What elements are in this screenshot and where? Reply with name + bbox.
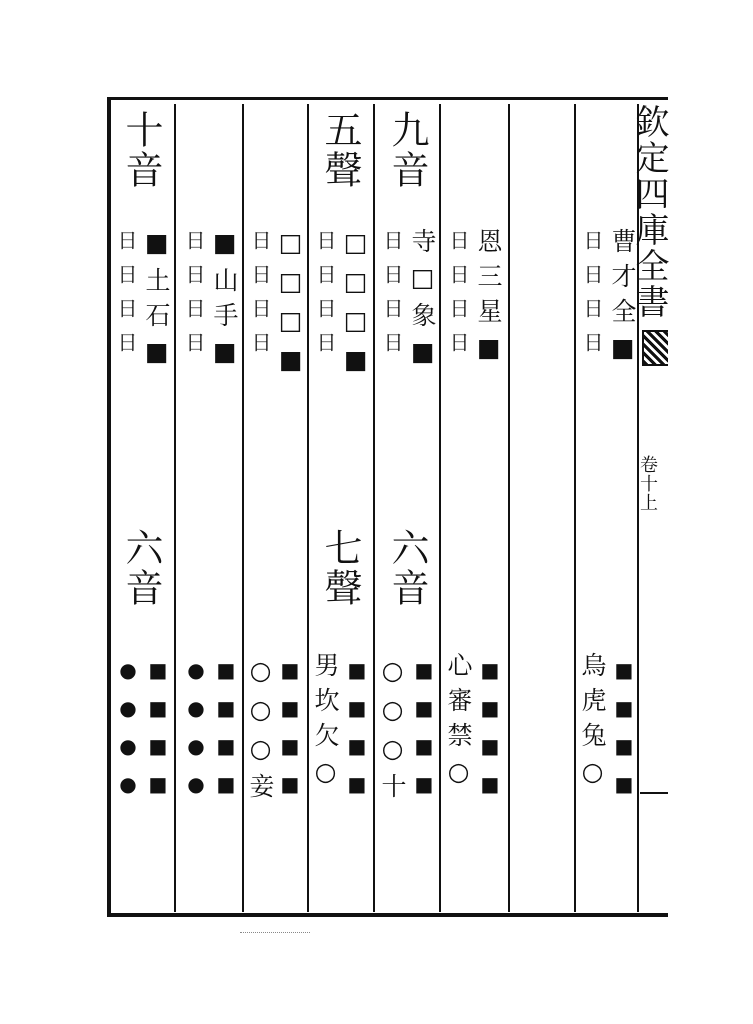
text-column-5 (380, 110, 438, 900)
text-column-3 (248, 110, 306, 900)
rhyme-characters: 恩三星■ (474, 228, 503, 372)
rhyme-characters: ■山手■ (210, 228, 239, 376)
rhyme-marks: 日日日日 (248, 230, 272, 366)
column-heading: 十音 (119, 110, 163, 190)
column-heading: 六音 (119, 528, 163, 608)
volume-label: 卷十上 (637, 455, 658, 512)
rhyme-characters: ○○○十 (378, 656, 407, 808)
rhyme-characters: 男坎欠○ (311, 652, 340, 796)
fishtail-mark (642, 330, 668, 366)
footer-mark (240, 920, 310, 933)
text-column-1 (114, 110, 172, 900)
rhyme-characters: ■土石■ (142, 228, 171, 376)
rhyme-marks: 日日日日 (580, 230, 604, 366)
column-heading: 九音 (385, 110, 429, 190)
rhyme-characters: 寺□象■ (408, 228, 437, 376)
rhyme-marks: ●●●● (116, 658, 140, 810)
column-rule (242, 104, 244, 912)
text-column-7-blank (514, 110, 572, 900)
rhyme-marks: 日日日日 (380, 230, 404, 366)
rhyme-marks: 日日日日 (114, 230, 138, 366)
column-rule (508, 104, 510, 912)
column-rule (373, 104, 375, 912)
rhyme-marks: ●●●● (184, 658, 208, 810)
rhyme-marks: 日日日日 (446, 230, 470, 366)
margin-rule (640, 792, 668, 794)
rhyme-characters: 心審禁○ (444, 652, 473, 796)
rhyme-marks: 日日日日 (182, 230, 206, 366)
rhyme-characters: □□□■ (341, 228, 370, 384)
column-rule (174, 104, 176, 912)
rhyme-marks: ■■■■ (146, 658, 170, 810)
rhyme-marks: ■■■■ (214, 658, 238, 810)
rhyme-characters: 烏虎兔○ (578, 652, 607, 796)
rhyme-characters: ○○○妾 (246, 656, 275, 808)
book-title: 欽定四庫全書 (629, 104, 669, 320)
column-heading: 六音 (385, 528, 429, 608)
column-heading: 五聲 (318, 110, 362, 190)
text-column-2 (182, 110, 240, 900)
text-column-6 (446, 110, 504, 900)
rhyme-marks: ■■■■ (412, 658, 436, 810)
column-rule (574, 104, 576, 912)
rhyme-marks: ■■■■ (478, 658, 502, 810)
rhyme-characters: 曹才全■ (608, 228, 637, 372)
column-rule (307, 104, 309, 912)
column-heading: 七聲 (318, 528, 362, 608)
text-column-4 (313, 110, 371, 900)
rhyme-marks: 日日日日 (313, 230, 337, 366)
rhyme-characters: □□□■ (276, 228, 305, 384)
rhyme-marks: ■■■■ (345, 658, 369, 810)
rhyme-marks: ■■■■ (612, 658, 636, 810)
rhyme-marks: ■■■■ (278, 658, 302, 810)
column-rule (439, 104, 441, 912)
